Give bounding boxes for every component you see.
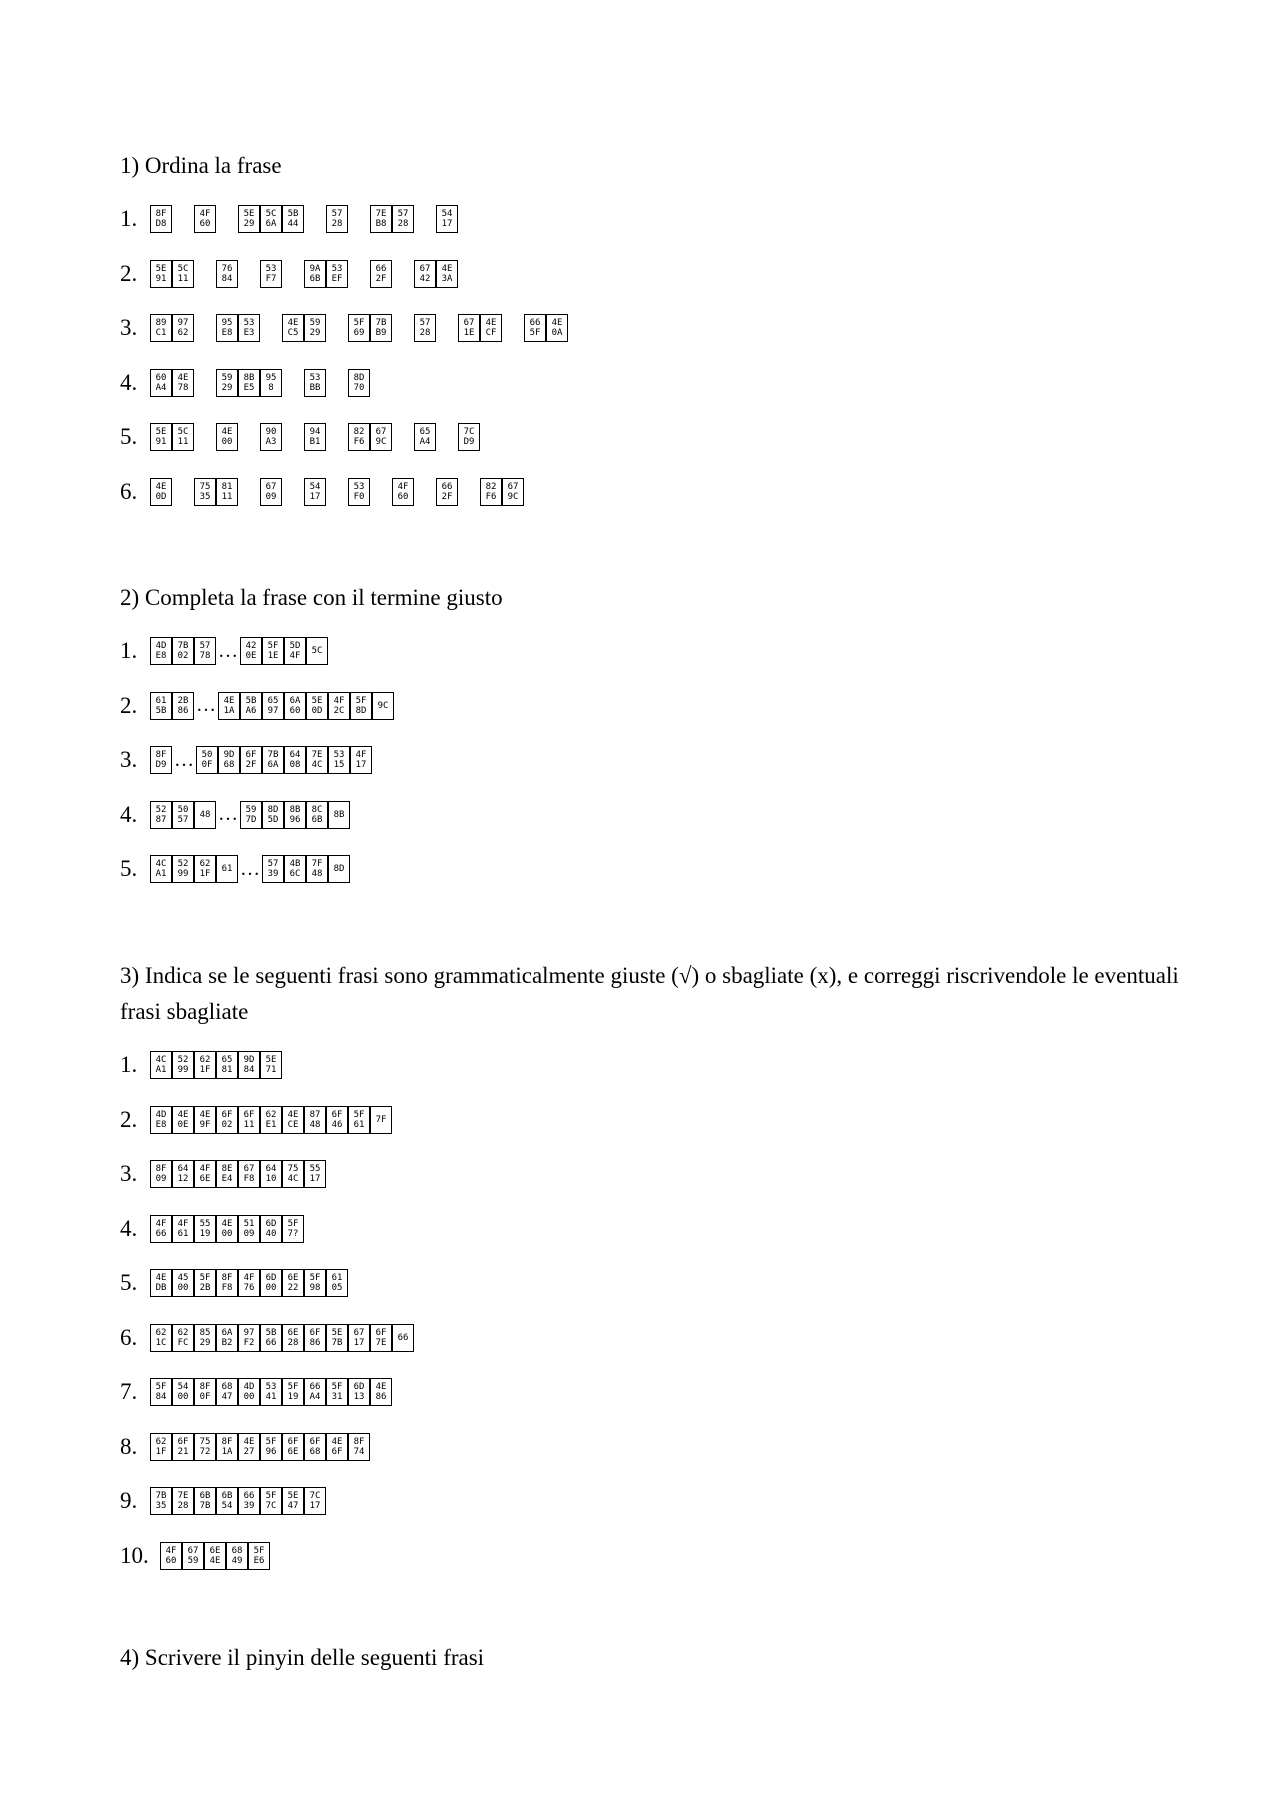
missing-glyph-box: 4E CE <box>282 1106 304 1134</box>
list-item <box>120 1256 1180 1311</box>
missing-glyph-box: 53 F7 <box>260 260 282 288</box>
missing-glyph-box: 57 78 <box>194 637 216 665</box>
missing-glyph-box: 5F 8D <box>350 692 372 720</box>
item-number: 3. <box>120 315 138 341</box>
blank-ellipsis: … <box>240 857 260 880</box>
missing-glyph-box: 75 72 <box>194 1433 216 1461</box>
missing-glyph-box: 7E 4C <box>306 746 328 774</box>
word-chunk <box>436 205 458 233</box>
missing-glyph-box: 5F 7? <box>282 1215 304 1243</box>
list-item <box>120 1038 1180 1093</box>
missing-glyph-box: 5C <box>306 637 328 665</box>
missing-glyph-box: 4E DB <box>150 1269 172 1297</box>
missing-glyph-box: 53 F0 <box>348 478 370 506</box>
missing-glyph-box: 66 A4 <box>304 1378 326 1406</box>
missing-glyph-box: 8F F8 <box>216 1269 238 1297</box>
item-number: 3. <box>120 1161 138 1187</box>
missing-glyph-box: 7E B8 <box>370 205 392 233</box>
missing-glyph-box: 5D 4F <box>284 637 306 665</box>
word-chunk <box>304 478 326 506</box>
word-chunk <box>370 260 392 288</box>
word-chunk <box>282 314 326 342</box>
missing-glyph-box: 57 28 <box>326 205 348 233</box>
missing-glyph-box: 6A 60 <box>284 692 306 720</box>
missing-glyph-box: 57 28 <box>414 314 436 342</box>
item-number: 4. <box>120 801 138 827</box>
missing-glyph-box: 8F D8 <box>150 205 172 233</box>
section-title: 1) Ordina la frase <box>120 153 282 178</box>
item-list <box>120 192 1180 519</box>
missing-glyph-box: 6F 6E <box>282 1433 304 1461</box>
missing-glyph-box: 4E CF <box>480 314 502 342</box>
missing-glyph-box: 8C 6B <box>306 801 328 829</box>
missing-glyph-box: 4D 00 <box>238 1378 260 1406</box>
missing-glyph-box: 4E 9F <box>194 1106 216 1134</box>
item-number: 2. <box>120 260 138 286</box>
missing-glyph-box: 62 1F <box>194 1051 216 1079</box>
word-chunk <box>370 205 414 233</box>
missing-glyph-box: 8D 5D <box>262 801 284 829</box>
missing-glyph-box: 8D <box>328 855 350 883</box>
missing-glyph-box: 6F 7E <box>370 1324 392 1352</box>
missing-glyph-box: 53 EF <box>326 260 348 288</box>
missing-glyph-box: 7E 28 <box>172 1487 194 1515</box>
missing-glyph-box: 5C 6A <box>260 205 282 233</box>
missing-glyph-box: 4F 17 <box>350 746 372 774</box>
missing-glyph-box: 6A B2 <box>216 1324 238 1352</box>
missing-glyph-box: 4D E8 <box>150 637 172 665</box>
word-chunk <box>304 423 326 451</box>
word-chunk <box>348 423 392 451</box>
missing-glyph-box: 62 1C <box>150 1324 172 1352</box>
item-number: 1. <box>120 1052 138 1078</box>
missing-glyph-box: 4F 60 <box>194 205 216 233</box>
word-chunk <box>238 205 304 233</box>
word-chunk <box>348 314 392 342</box>
missing-glyph-box: 4E 78 <box>172 369 194 397</box>
missing-glyph-box: 50 57 <box>172 801 194 829</box>
missing-glyph-box: 50 0F <box>196 746 218 774</box>
missing-glyph-box: 6E 4E <box>204 1542 226 1570</box>
list-item <box>120 247 1180 302</box>
list-item <box>120 624 1180 679</box>
list-item <box>120 1365 1180 1420</box>
list-item <box>120 1311 1180 1366</box>
missing-glyph-box: 95 E8 <box>216 314 238 342</box>
word-chunk <box>480 478 524 506</box>
missing-glyph-box: 4E 0A <box>546 314 568 342</box>
missing-glyph-box: 67 09 <box>260 478 282 506</box>
missing-glyph-box: 66 5F <box>524 314 546 342</box>
word-chunk <box>260 478 282 506</box>
missing-glyph-box: 4E 0E <box>172 1106 194 1134</box>
missing-glyph-box: 6B 54 <box>216 1487 238 1515</box>
word-chunk <box>458 314 502 342</box>
word-chunk <box>150 478 172 506</box>
missing-glyph-box: 9D 68 <box>218 746 240 774</box>
item-number: 5. <box>120 424 138 450</box>
missing-glyph-box: 67 1E <box>458 314 480 342</box>
missing-glyph-box: 2B 86 <box>172 692 194 720</box>
missing-glyph-box: 60 A4 <box>150 369 172 397</box>
missing-glyph-box: 48 <box>194 801 216 829</box>
missing-glyph-box: 65 97 <box>262 692 284 720</box>
missing-glyph-box: 6E 28 <box>282 1324 304 1352</box>
list-item <box>120 1529 1180 1584</box>
word-chunk <box>436 478 458 506</box>
missing-glyph-box: 81 11 <box>216 478 238 506</box>
missing-glyph-box: 8F 1A <box>216 1433 238 1461</box>
list-item <box>120 733 1180 788</box>
missing-glyph-box: 54 17 <box>304 478 326 506</box>
list-item <box>120 679 1180 734</box>
missing-glyph-box: 7F 48 <box>306 855 328 883</box>
missing-glyph-box: 62 FC <box>172 1324 194 1352</box>
item-number: 4. <box>120 369 138 395</box>
missing-glyph-box: 8F D9 <box>150 746 172 774</box>
missing-glyph-box: 4F 61 <box>172 1215 194 1243</box>
missing-glyph-box: 87 48 <box>304 1106 326 1134</box>
missing-glyph-box: 5F 19 <box>282 1378 304 1406</box>
missing-glyph-box: 67 9C <box>502 478 524 506</box>
word-chunk <box>458 423 480 451</box>
item-list <box>120 1038 1180 1583</box>
missing-glyph-box: 53 BB <box>304 369 326 397</box>
missing-glyph-box: 6F 46 <box>326 1106 348 1134</box>
list-item <box>120 356 1180 411</box>
missing-glyph-box: 4E 86 <box>370 1378 392 1406</box>
missing-glyph-box: 76 84 <box>216 260 238 288</box>
missing-glyph-box: 5F 96 <box>260 1433 282 1461</box>
missing-glyph-box: 89 C1 <box>150 314 172 342</box>
missing-glyph-box: 64 12 <box>172 1160 194 1188</box>
word-chunk <box>392 478 414 506</box>
list-item <box>120 1147 1180 1202</box>
word-chunk <box>304 369 326 397</box>
list-item <box>120 788 1180 843</box>
missing-glyph-box: 5C 11 <box>172 260 194 288</box>
missing-glyph-box: 67 F8 <box>238 1160 260 1188</box>
word-chunk <box>150 423 194 451</box>
missing-glyph-box: 5F 2B <box>194 1269 216 1297</box>
word-chunk <box>216 423 238 451</box>
missing-glyph-box: 5F 98 <box>304 1269 326 1297</box>
missing-glyph-box: 53 E3 <box>238 314 260 342</box>
missing-glyph-box: 42 0E <box>240 637 262 665</box>
missing-glyph-box: 5C 11 <box>172 423 194 451</box>
missing-glyph-box: 51 09 <box>238 1215 260 1243</box>
missing-glyph-box: 4F 66 <box>150 1215 172 1243</box>
item-number: 1. <box>120 206 138 232</box>
word-chunk <box>150 260 194 288</box>
missing-glyph-box: 54 00 <box>172 1378 194 1406</box>
list-item <box>120 465 1180 520</box>
missing-glyph-box: 4E 00 <box>216 1215 238 1243</box>
word-chunk <box>194 478 238 506</box>
missing-glyph-box: 7B 02 <box>172 637 194 665</box>
word-chunk <box>414 260 458 288</box>
missing-glyph-box: 8B <box>328 801 350 829</box>
section-title: 4) Scrivere il pinyin delle seguenti frasi <box>120 1645 485 1670</box>
blank-ellipsis: … <box>218 639 238 662</box>
word-chunk <box>150 369 194 397</box>
missing-glyph-box: 5E 91 <box>150 423 172 451</box>
missing-glyph-box: 90 A3 <box>260 423 282 451</box>
list-item <box>120 1420 1180 1475</box>
blank-ellipsis: … <box>218 803 238 826</box>
missing-glyph-box: 64 10 <box>260 1160 282 1188</box>
missing-glyph-box: 52 99 <box>172 855 194 883</box>
section-title: 3) Indica se le seguenti frasi sono grammaticalmente giuste (√) o sbagliate (x), e correggi riscrivendole le eventuali frasi sbagliate <box>120 963 1179 1024</box>
missing-glyph-box: 4E 00 <box>216 423 238 451</box>
missing-glyph-box: 6F 21 <box>172 1433 194 1461</box>
missing-glyph-box: 9D 84 <box>238 1051 260 1079</box>
missing-glyph-box: 95 8 <box>260 369 282 397</box>
missing-glyph-box: 7C 17 <box>304 1487 326 1515</box>
missing-glyph-box: 6F 68 <box>304 1433 326 1461</box>
item-number: 1. <box>120 638 138 664</box>
missing-glyph-box: 7F <box>370 1106 392 1134</box>
missing-glyph-box: 62 E1 <box>260 1106 282 1134</box>
list-item <box>120 192 1180 247</box>
missing-glyph-box: 57 28 <box>392 205 414 233</box>
missing-glyph-box: 4E 0D <box>150 478 172 506</box>
missing-glyph-box: 97 62 <box>172 314 194 342</box>
missing-glyph-box: 5F 7C <box>260 1487 282 1515</box>
item-number: 6. <box>120 478 138 504</box>
missing-glyph-box: 67 59 <box>182 1542 204 1570</box>
word-chunk <box>524 314 568 342</box>
item-number: 4. <box>120 1215 138 1241</box>
missing-glyph-box: 62 1F <box>194 855 216 883</box>
missing-glyph-box: 5E 47 <box>282 1487 304 1515</box>
missing-glyph-box: 59 29 <box>304 314 326 342</box>
missing-glyph-box: 67 17 <box>348 1324 370 1352</box>
missing-glyph-box: 5F 1E <box>262 637 284 665</box>
blank-ellipsis: … <box>196 694 216 717</box>
item-number: 2. <box>120 1106 138 1132</box>
missing-glyph-box: 61 05 <box>326 1269 348 1297</box>
missing-glyph-box: 52 87 <box>150 801 172 829</box>
word-chunk <box>216 369 282 397</box>
missing-glyph-box: 5E 71 <box>260 1051 282 1079</box>
list-item <box>120 301 1180 356</box>
missing-glyph-box: 66 39 <box>238 1487 260 1515</box>
missing-glyph-box: 4C A1 <box>150 1051 172 1079</box>
missing-glyph-box: 55 19 <box>194 1215 216 1243</box>
missing-glyph-box: 7B B9 <box>370 314 392 342</box>
missing-glyph-box: 5B 44 <box>282 205 304 233</box>
missing-glyph-box: 4E 27 <box>238 1433 260 1461</box>
missing-glyph-box: 5F 84 <box>150 1378 172 1406</box>
missing-glyph-box: 45 00 <box>172 1269 194 1297</box>
item-number: 5. <box>120 1270 138 1296</box>
missing-glyph-box: 6F 86 <box>304 1324 326 1352</box>
missing-glyph-box: 5F 61 <box>348 1106 370 1134</box>
missing-glyph-box: 54 17 <box>436 205 458 233</box>
missing-glyph-box: 4E C5 <box>282 314 304 342</box>
word-chunk <box>194 205 216 233</box>
missing-glyph-box: 65 A4 <box>414 423 436 451</box>
missing-glyph-box: 75 4C <box>282 1160 304 1188</box>
missing-glyph-box: 97 F2 <box>238 1324 260 1352</box>
missing-glyph-box: 5E 29 <box>238 205 260 233</box>
missing-glyph-box: 6B 7B <box>194 1487 216 1515</box>
missing-glyph-box: 67 9C <box>370 423 392 451</box>
word-chunk <box>348 478 370 506</box>
missing-glyph-box: 55 17 <box>304 1160 326 1188</box>
list-item <box>120 410 1180 465</box>
missing-glyph-box: 59 29 <box>216 369 238 397</box>
missing-glyph-box: 4F 76 <box>238 1269 260 1297</box>
list-item <box>120 1202 1180 1257</box>
missing-glyph-box: 7B 6A <box>262 746 284 774</box>
missing-glyph-box: 6F 11 <box>238 1106 260 1134</box>
missing-glyph-box: 82 F6 <box>348 423 370 451</box>
section-4 <box>120 1640 1180 1676</box>
item-number: 9. <box>120 1488 138 1514</box>
missing-glyph-box: 65 81 <box>216 1051 238 1079</box>
missing-glyph-box: 9C <box>372 692 394 720</box>
missing-glyph-box: 4B 6C <box>284 855 306 883</box>
item-number: 7. <box>120 1379 138 1405</box>
list-item <box>120 1093 1180 1148</box>
missing-glyph-box: 75 35 <box>194 478 216 506</box>
blank-ellipsis: … <box>174 748 194 771</box>
missing-glyph-box: 6D 13 <box>348 1378 370 1406</box>
word-chunk <box>150 314 194 342</box>
section-3 <box>120 958 1180 1583</box>
item-number: 10. <box>120 1542 149 1568</box>
missing-glyph-box: 6F 02 <box>216 1106 238 1134</box>
missing-glyph-box: 8B E5 <box>238 369 260 397</box>
missing-glyph-box: 4F 6E <box>194 1160 216 1188</box>
word-chunk <box>216 314 260 342</box>
missing-glyph-box: 66 2F <box>370 260 392 288</box>
missing-glyph-box: 4C A1 <box>150 855 172 883</box>
missing-glyph-box: 9A 6B <box>304 260 326 288</box>
word-chunk <box>150 205 172 233</box>
word-chunk <box>260 423 282 451</box>
missing-glyph-box: 6E 22 <box>282 1269 304 1297</box>
missing-glyph-box: 8F 74 <box>348 1433 370 1461</box>
missing-glyph-box: 8F 0F <box>194 1378 216 1406</box>
item-number: 6. <box>120 1324 138 1350</box>
missing-glyph-box: 4E 3A <box>436 260 458 288</box>
missing-glyph-box: 64 08 <box>284 746 306 774</box>
missing-glyph-box: 5F E6 <box>248 1542 270 1570</box>
missing-glyph-box: 8F 09 <box>150 1160 172 1188</box>
missing-glyph-box: 4F 2C <box>328 692 350 720</box>
missing-glyph-box: 8D 70 <box>348 369 370 397</box>
missing-glyph-box: 85 29 <box>194 1324 216 1352</box>
section-2 <box>120 580 1180 897</box>
missing-glyph-box: 53 15 <box>328 746 350 774</box>
missing-glyph-box: 8E E4 <box>216 1160 238 1188</box>
missing-glyph-box: 7B 35 <box>150 1487 172 1515</box>
word-chunk <box>304 260 348 288</box>
word-chunk <box>216 260 238 288</box>
missing-glyph-box: 66 <box>392 1324 414 1352</box>
missing-glyph-box: 7C D9 <box>458 423 480 451</box>
missing-glyph-box: 62 1F <box>150 1433 172 1461</box>
missing-glyph-box: 82 F6 <box>480 478 502 506</box>
missing-glyph-box: 4F 60 <box>392 478 414 506</box>
item-number: 3. <box>120 747 138 773</box>
missing-glyph-box: 52 99 <box>172 1051 194 1079</box>
word-chunk <box>414 423 436 451</box>
missing-glyph-box: 61 <box>216 855 238 883</box>
list-item <box>120 842 1180 897</box>
missing-glyph-box: 5E 91 <box>150 260 172 288</box>
word-chunk <box>260 260 282 288</box>
missing-glyph-box: 8B 96 <box>284 801 306 829</box>
missing-glyph-box: 68 47 <box>216 1378 238 1406</box>
missing-glyph-box: 57 39 <box>262 855 284 883</box>
missing-glyph-box: 5E 7B <box>326 1324 348 1352</box>
item-number: 2. <box>120 692 138 718</box>
missing-glyph-box: 6D 40 <box>260 1215 282 1243</box>
missing-glyph-box: 67 42 <box>414 260 436 288</box>
missing-glyph-box: 53 41 <box>260 1378 282 1406</box>
word-chunk <box>414 314 436 342</box>
missing-glyph-box: 4D E8 <box>150 1106 172 1134</box>
missing-glyph-box: 5F 31 <box>326 1378 348 1406</box>
missing-glyph-box: 6D 00 <box>260 1269 282 1297</box>
list-item <box>120 1474 1180 1529</box>
missing-glyph-box: 59 7D <box>240 801 262 829</box>
item-number: 8. <box>120 1433 138 1459</box>
missing-glyph-box: 5F 69 <box>348 314 370 342</box>
missing-glyph-box: 5B 66 <box>260 1324 282 1352</box>
missing-glyph-box: 4E 1A <box>218 692 240 720</box>
missing-glyph-box: 61 5B <box>150 692 172 720</box>
missing-glyph-box: 68 49 <box>226 1542 248 1570</box>
missing-glyph-box: 6F 2F <box>240 746 262 774</box>
word-chunk <box>326 205 348 233</box>
missing-glyph-box: 4F 60 <box>160 1542 182 1570</box>
section-1 <box>120 148 1180 519</box>
item-number: 5. <box>120 856 138 882</box>
missing-glyph-box: 66 2F <box>436 478 458 506</box>
word-chunk <box>348 369 370 397</box>
missing-glyph-box: 5E 0D <box>306 692 328 720</box>
missing-glyph-box: 94 B1 <box>304 423 326 451</box>
missing-glyph-box: 5B A6 <box>240 692 262 720</box>
missing-glyph-box: 4E 6F <box>326 1433 348 1461</box>
section-title: 2) Completa la frase con il termine giusto <box>120 585 503 610</box>
item-list <box>120 624 1180 897</box>
